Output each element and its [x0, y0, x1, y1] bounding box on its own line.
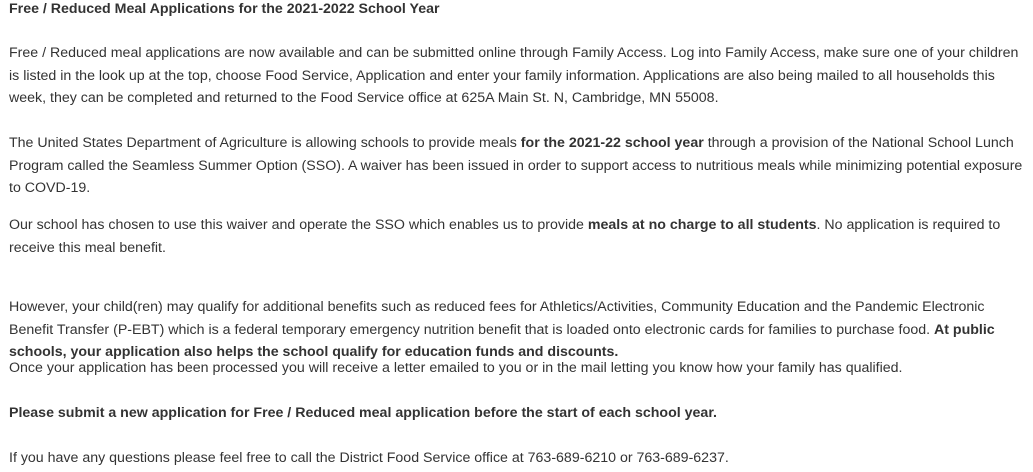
paragraph-processing-letter: Once your application has been processed you will receive a letter emailed to you or in the mail letting you know how your family has qualified.	[9, 360, 903, 376]
paragraph-sso-waiver	[9, 214, 1031, 259]
bold-text: At public schools, your application also helps the school qualify for education funds and discounts.	[9, 321, 995, 360]
paragraph-text: through a provision of the National School Lunch Program called the Seamless Summer Option (SSO). A waiver has been issued in order to support access to nutritious meals while minimizing potential exposure to COVD-19.	[9, 135, 1023, 196]
bold-text: for the 2021-22 school year	[520, 135, 704, 151]
paragraph-text: The United States Department of Agriculture is allowing schools to provide meals	[9, 135, 521, 151]
paragraph-text: . No application is required to receive this meal benefit.	[9, 217, 1001, 256]
paragraph-text: However, your child(ren) may qualify for additional benefits such as reduced fees for Athletics/Activities, Community Education and the Pandemic Electronic Benefit Transfer (P-EBT) which is a federal temporary emergency nutrition benefit that is loaded onto electronic cards for families to purchase food.	[9, 299, 985, 338]
paragraph-submit-reminder: Please submit a new application for Free / Reduced meal application before the start of each school year.	[9, 405, 718, 421]
page-title: Free / Reduced Meal Applications for the 2021-2022 School Year	[9, 1, 440, 17]
bold-text: meals at no charge to all students	[587, 217, 817, 233]
paragraph-usda-provision	[9, 132, 1031, 200]
paragraph-text: Our school has chosen to use this waiver and operate the SSO which enables us to provide	[9, 217, 588, 233]
paragraph-family-access: Free / Reduced meal applications are now available and can be submitted online through Family Access. Log into Family Access, make sure one of your children is listed in the look up at the top, choose Food Service, Application and enter your family information. Applications are also being mailed to all households this week, they can be completed and returned to the Food Service office at 625A Main St. N, Cambridge, MN 55008.	[9, 45, 1019, 106]
paragraph-contact-info: If you have any questions please feel free to call the District Food Service office at 763-689-6210 or 763-689-6237.	[9, 450, 729, 466]
paragraph-additional-benefits	[9, 296, 1031, 364]
